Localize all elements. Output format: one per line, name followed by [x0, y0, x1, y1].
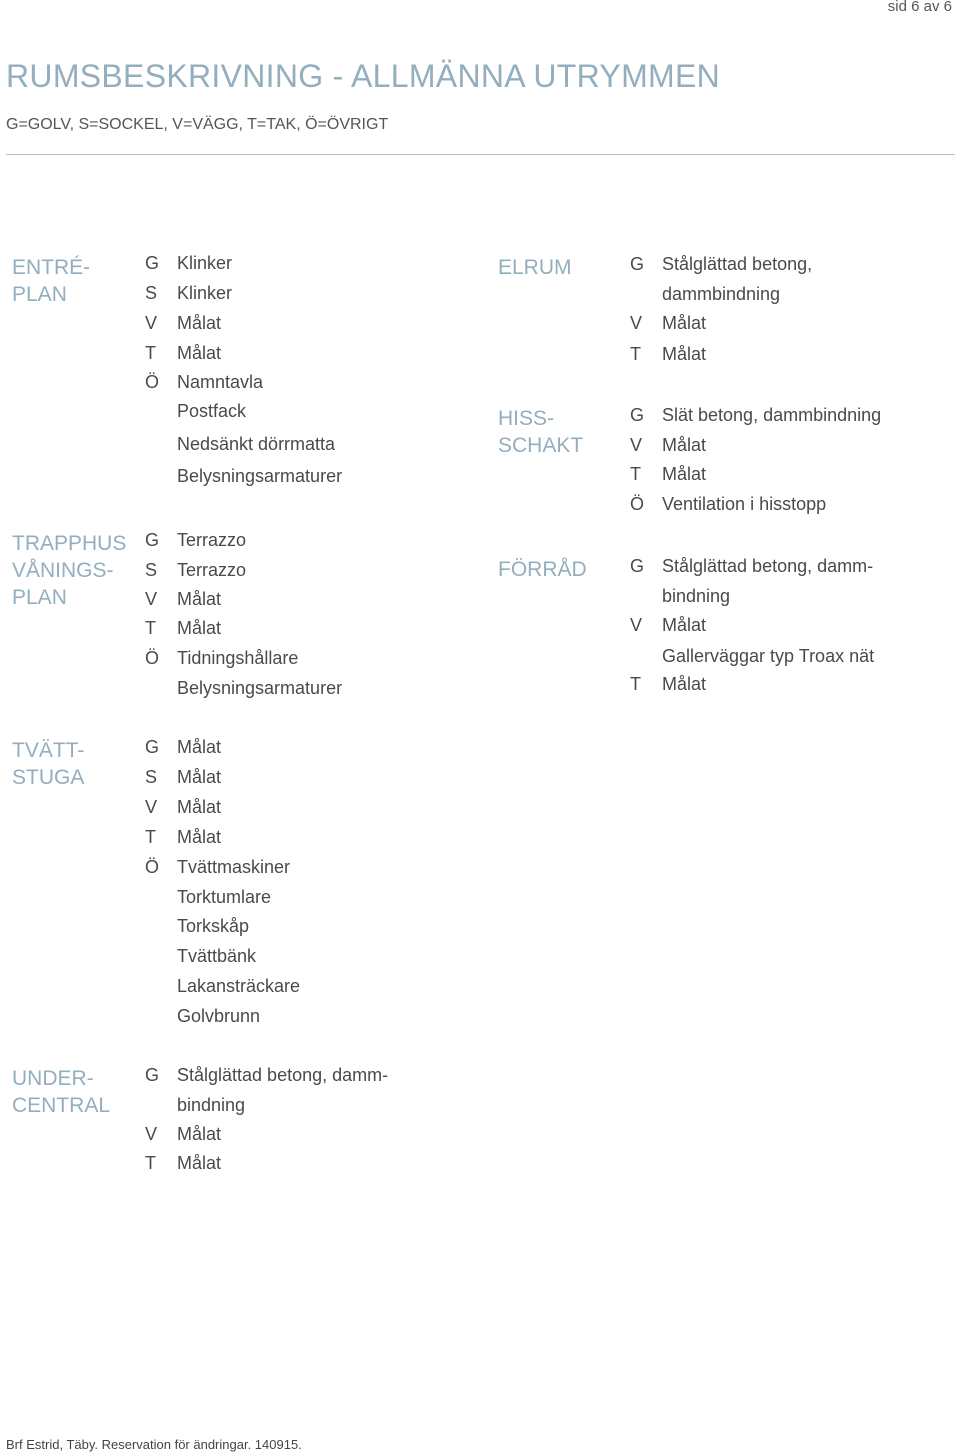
room-name: ELRUM [498, 256, 572, 279]
spec-code: Ö [145, 648, 160, 668]
spec-code: V [145, 797, 158, 817]
spec-description: Klinker [177, 283, 233, 303]
spec-code: Ö [145, 372, 160, 392]
spec-description: Målat [662, 464, 707, 484]
spec-code: T [630, 464, 641, 484]
spec-description: Målat [177, 797, 222, 817]
room-name: HISS- SCHAKT [498, 407, 584, 457]
spec-code: V [145, 1124, 158, 1144]
spec-description: Klinker [177, 253, 233, 273]
spec-code: T [630, 344, 641, 364]
spec-code: Ö [145, 857, 160, 877]
spec-description: Slät betong, dammbindning [662, 405, 882, 425]
spec-code: T [630, 674, 641, 694]
spec-description: Stålglättad betong, damm- [662, 556, 874, 576]
spec-description: dammbindning [662, 284, 781, 304]
spec-description: Målat [177, 618, 222, 638]
spec-code: T [145, 343, 156, 363]
spec-description: Tidningshållare [177, 648, 299, 668]
spec-description: Lakansträckare [177, 976, 301, 996]
spec-description: Målat [177, 737, 222, 757]
spec-description: Målat [177, 313, 222, 333]
spec-description: Målat [177, 589, 222, 609]
spec-code: G [145, 253, 160, 273]
spec-code: G [145, 530, 160, 550]
room-name: TRAPPHUS VÅNINGS- PLAN [12, 532, 127, 609]
spec-code: S [145, 767, 158, 787]
room-name: UNDER- CENTRAL [12, 1067, 111, 1117]
spec-code: V [145, 313, 158, 333]
spec-description: Målat [662, 674, 707, 694]
spec-description: Tvättmaskiner [177, 857, 291, 877]
spec-code: T [145, 1153, 156, 1173]
page-number: sid 6 av 6 [887, 0, 952, 15]
spec-description: Målat [662, 313, 707, 333]
spec-description: Tvättbänk [177, 946, 257, 966]
spec-description: Målat [177, 767, 222, 787]
spec-code: Ö [630, 494, 645, 514]
room-name: TVÄTT- STUGA [12, 739, 85, 789]
spec-code: V [630, 435, 643, 455]
spec-code: V [630, 615, 643, 635]
spec-code: G [630, 556, 645, 576]
spec-code: G [630, 254, 645, 274]
spec-description: Torkskåp [177, 916, 250, 936]
footer-note: Brf Estrid, Täby. Reservation för ändringar. 140915. [6, 1437, 302, 1452]
spec-code: V [145, 589, 158, 609]
spec-description: bindning [177, 1095, 246, 1115]
room-name: ENTRÉ- PLAN [12, 256, 91, 306]
spec-description: Stålglättad betong, damm- [177, 1065, 389, 1085]
spec-description: Ventilation i hisstopp [662, 494, 827, 514]
spec-description: bindning [662, 586, 731, 606]
legend-text: G=GOLV, S=SOCKEL, V=VÄGG, T=TAK, Ö=ÖVRIGT [6, 116, 389, 133]
spec-description: Golvbrunn [177, 1006, 261, 1026]
header-divider [6, 154, 955, 155]
spec-description: Namntavla [177, 372, 264, 392]
spec-code: V [630, 313, 643, 333]
spec-code: S [145, 560, 158, 580]
spec-description: Stålglättad betong, [662, 254, 813, 274]
spec-code: S [145, 283, 158, 303]
spec-description: Terrazzo [177, 530, 247, 550]
spec-code: G [630, 405, 645, 425]
spec-description: Gallerväggar typ Troax nät [662, 646, 875, 666]
spec-description: Målat [177, 827, 222, 847]
spec-description: Målat [177, 343, 222, 363]
spec-code: G [145, 1065, 160, 1085]
spec-description: Målat [177, 1124, 222, 1144]
spec-description: Målat [662, 435, 707, 455]
spec-description: Torktumlare [177, 887, 272, 907]
spec-description: Postfack [177, 401, 247, 421]
spec-description: Målat [662, 344, 707, 364]
spec-code: G [145, 737, 160, 757]
spec-code: T [145, 618, 156, 638]
spec-code: T [145, 827, 156, 847]
room-name: FÖRRÅD [498, 558, 587, 581]
spec-description: Målat [662, 615, 707, 635]
spec-description: Nedsänkt dörrmatta [177, 434, 336, 454]
spec-description: Terrazzo [177, 560, 247, 580]
spec-description: Belysningsarmaturer [177, 466, 343, 486]
document-title: RUMSBESKRIVNING - ALLMÄNNA UTRYMMEN [6, 58, 721, 94]
spec-description: Målat [177, 1153, 222, 1173]
spec-description: Belysningsarmaturer [177, 678, 343, 698]
